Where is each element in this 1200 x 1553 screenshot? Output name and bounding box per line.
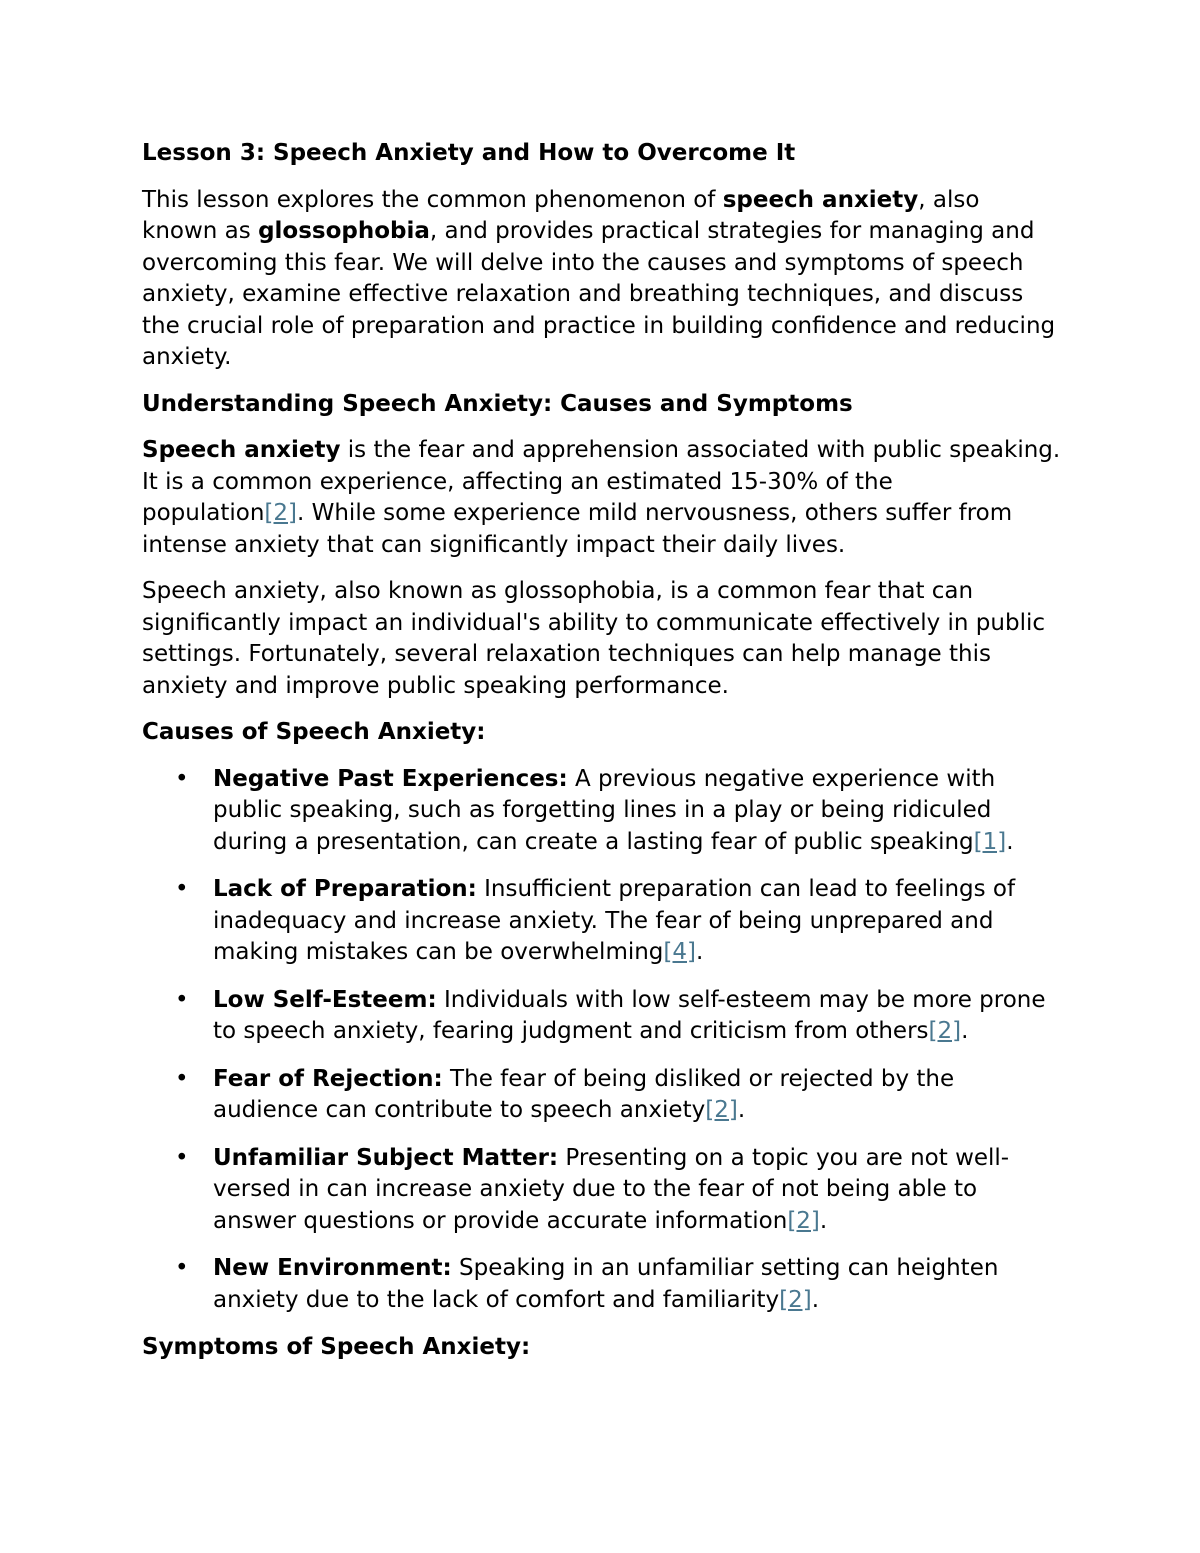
citation-link[interactable]: [2]	[705, 1097, 738, 1123]
definition-paragraph	[142, 435, 1062, 561]
document-page	[142, 138, 1062, 1379]
definition-term: Speech anxiety	[142, 437, 341, 463]
definition-text-2: . While some experience mild nervousness, others suffer from intense anxiety that can significantly impact their daily lives.	[142, 500, 1013, 558]
cause-text: A previous negative experience with public speaking, such as forgetting lines in a play or being ridiculed during a presentation, can create a lasting fear of public speaking	[213, 765, 996, 855]
cause-text: Presenting on a topic you are not well-versed in can increase anxiety due to the fear of not being able to answer questions or provide accurate information	[213, 1144, 1010, 1234]
lesson-title: Lesson 3: Speech Anxiety and How to Overcome It	[142, 140, 796, 166]
intro-bold-1: speech anxiety	[722, 186, 919, 213]
cause-label: New Environment:	[213, 1255, 452, 1281]
cause-text: Insufficient preparation can lead to feelings of inadequacy and increase anxiety. The fear of being unprepared and making mistakes can be overwhelming	[213, 876, 1016, 965]
causes-heading: Causes of Speech Anxiety:	[142, 719, 486, 745]
intro-paragraph	[142, 185, 1062, 374]
cause-end: .	[737, 1097, 746, 1123]
citation-link[interactable]: [2]	[264, 500, 297, 526]
citation-link[interactable]: [1]	[973, 828, 1007, 855]
citation-link[interactable]: [2]	[779, 1286, 812, 1313]
glossophobia-paragraph: Speech anxiety, also known as glossophobia, is a common fear that can significantly impact an individual's ability to communicate effectively in public settings. Fortunately, several relaxation techniques can help manage this anxiety and improve public speaking performance.	[142, 578, 1046, 699]
cause-label: Unfamiliar Subject Matter:	[213, 1144, 559, 1171]
cause-end: .	[819, 1207, 828, 1234]
intro-text-2: , also known as	[142, 186, 980, 244]
bullet-icon: •	[175, 986, 189, 1013]
cause-end: .	[1006, 828, 1014, 855]
cause-label: Fear of Rejection:	[213, 1065, 443, 1092]
citation-link[interactable]: [2]	[928, 1018, 962, 1044]
causes-list	[142, 764, 1062, 1317]
intro-bold-2: glossophobia	[258, 218, 430, 244]
citation-link[interactable]: [4]	[663, 939, 697, 965]
bullet-icon: •	[175, 1065, 189, 1092]
intro-text-3: , and provides practical strategies for managing and overcoming this fear. We will delve into the causes and symptoms of speech anxiety, examine effective relaxation and breathing techniques, and discuss the crucial role of preparation and practice in building confidence and reducing anxiety.	[142, 218, 1056, 370]
cause-label: Negative Past Experiences:	[213, 765, 568, 792]
list-item	[142, 1253, 1062, 1316]
list-item	[142, 764, 1062, 859]
symptoms-heading: Symptoms of Speech Anxiety:	[142, 1334, 531, 1360]
cause-end: .	[961, 1018, 969, 1044]
list-item	[142, 1143, 1062, 1238]
cause-end: .	[696, 939, 704, 965]
bullet-icon: •	[175, 876, 189, 902]
definition-text-1: is the fear and apprehension associated with public speaking. It is a common experience, affecting an estimated 15-30% of the population	[142, 437, 1061, 526]
bullet-icon: •	[175, 765, 189, 792]
list-item	[142, 874, 1062, 969]
bullet-icon: •	[175, 1144, 189, 1171]
list-item	[142, 985, 1062, 1048]
cause-label: Low Self-Esteem:	[213, 986, 437, 1013]
list-item	[142, 1064, 1062, 1127]
cause-label: Lack of Preparation:	[213, 876, 477, 902]
section-heading: Understanding Speech Anxiety: Causes and Symptoms	[142, 390, 853, 417]
cause-text: The fear of being disliked or rejected by the audience can contribute to speech anxiety	[213, 1065, 955, 1123]
cause-text: Individuals with low self-esteem may be more prone to speech anxiety, fearing judgment and criticism from others	[213, 986, 1046, 1044]
cause-text: Speaking in an unfamiliar setting can heighten anxiety due to the lack of comfort and familiarity	[213, 1255, 999, 1313]
bullet-icon: •	[175, 1255, 189, 1281]
intro-text-1: This lesson explores the common phenomenon of	[142, 186, 723, 213]
cause-end: .	[811, 1286, 820, 1313]
citation-link[interactable]: [2]	[787, 1207, 820, 1234]
